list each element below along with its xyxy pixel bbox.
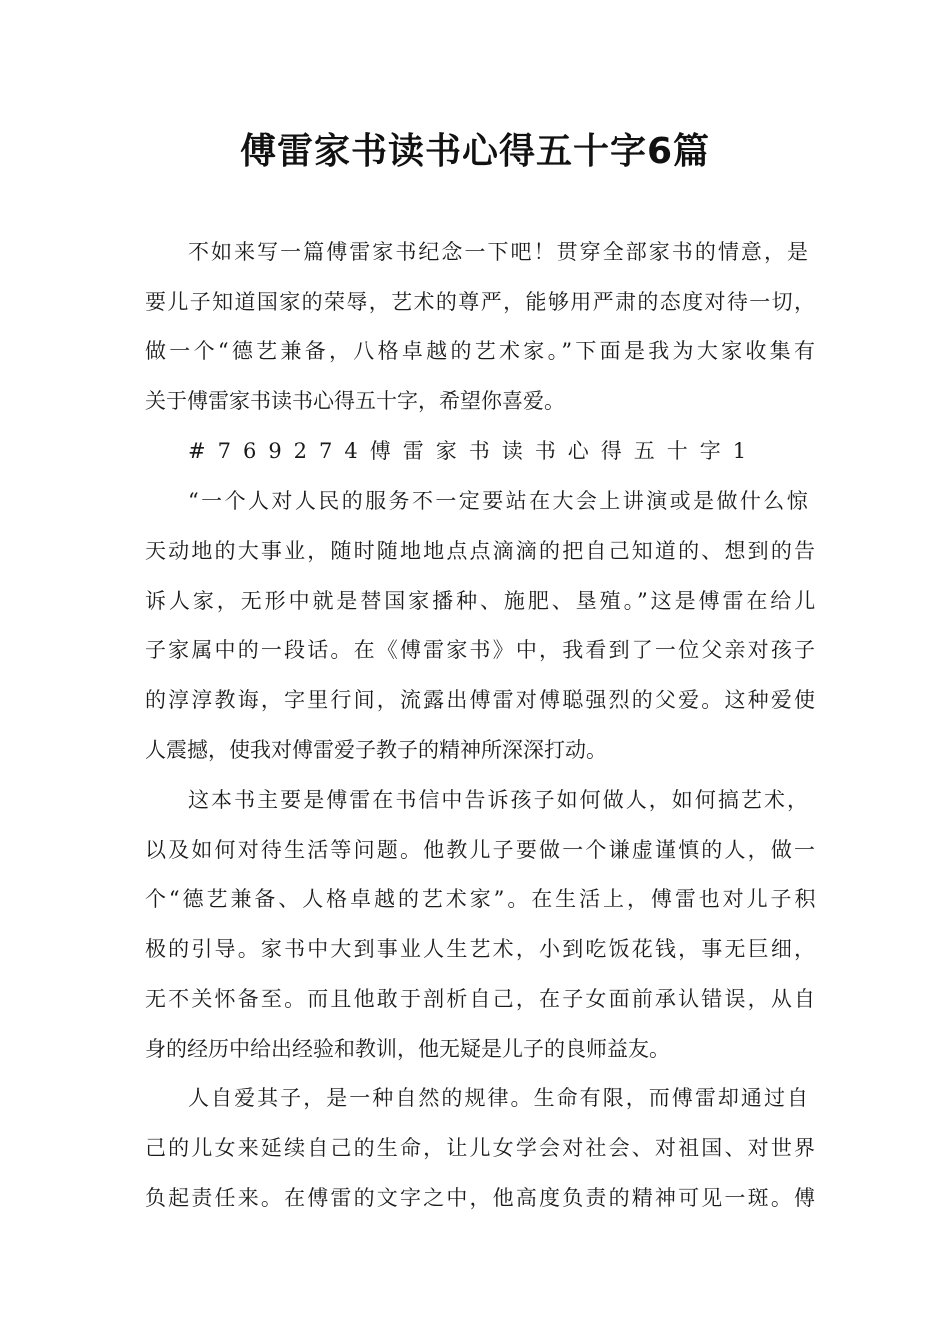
body-line: 做一个“德艺兼备，八格卓越的艺术家。”下面是我为大家收集有 bbox=[145, 339, 819, 363]
body-line: 无不关怀备至。而且他敢于剖析自己，在子女面前承认错误，从自 bbox=[145, 987, 818, 1011]
body-line: 人震撼，使我对傅雷爱子教子的精神所深深打动。 bbox=[145, 738, 607, 762]
body-line: 人自爱其子，是一种自然的规律。生命有限，而傅雷却通过自 bbox=[188, 1086, 811, 1110]
body-line: 诉人家，无形中就是替国家播种、施肥、垦殖。”这是傅雷在给儿 bbox=[145, 589, 819, 613]
body-line: 极的引导。家书中大到事业人生艺术，小到吃饭花钱，事无巨细， bbox=[145, 937, 818, 961]
section-heading: #769274傅雷家书读书心得五十字1 bbox=[188, 439, 759, 463]
body-line: 要儿子知道国家的荣辱，艺术的尊严，能够用严肃的态度对待一切， bbox=[145, 290, 817, 314]
body-line: 天动地的大事业，随时随地地点点滴滴的把自己知道的、想到的告 bbox=[145, 539, 818, 563]
body-line: 以及如何对待生活等问题。他教儿子要做一个谦虚谨慎的人，做一 bbox=[145, 838, 818, 862]
document-title: 傅雷家书读书心得五十字6篇 bbox=[239, 131, 711, 172]
body-line: 关于傅雷家书读书心得五十字，希望你喜爱。 bbox=[145, 389, 565, 413]
body-line: 己的儿女来延续自己的生命，让儿女学会对社会、对祖国、对世界 bbox=[145, 1136, 818, 1160]
body-line: “一个人对人民的服务不一定要站在大会上讲演或是做什么惊 bbox=[188, 489, 811, 513]
body-line: 身的经历中给出经验和教训，他无疑是儿子的良师益友。 bbox=[145, 1037, 670, 1061]
body-line: 负起责任来。在傅雷的文字之中，他高度负责的精神可见一斑。傅 bbox=[145, 1186, 818, 1210]
body-line: 不如来写一篇傅雷家书纪念一下吧！贯穿全部家书的情意，是 bbox=[188, 240, 811, 264]
body-line: 的淳淳教诲，字里行间，流露出傅雷对傅聪强烈的父爱。这种爱使 bbox=[145, 688, 818, 712]
body-line: 个“德艺兼备、人格卓越的艺术家”。在生活上，傅雷也对儿子积 bbox=[145, 887, 819, 911]
body-line: 子家属中的一段话。在《傅雷家书》中，我看到了一位父亲对孩子 bbox=[145, 638, 818, 662]
body-line: 这本书主要是傅雷在书信中告诉孩子如何做人，如何搞艺术， bbox=[188, 788, 811, 812]
